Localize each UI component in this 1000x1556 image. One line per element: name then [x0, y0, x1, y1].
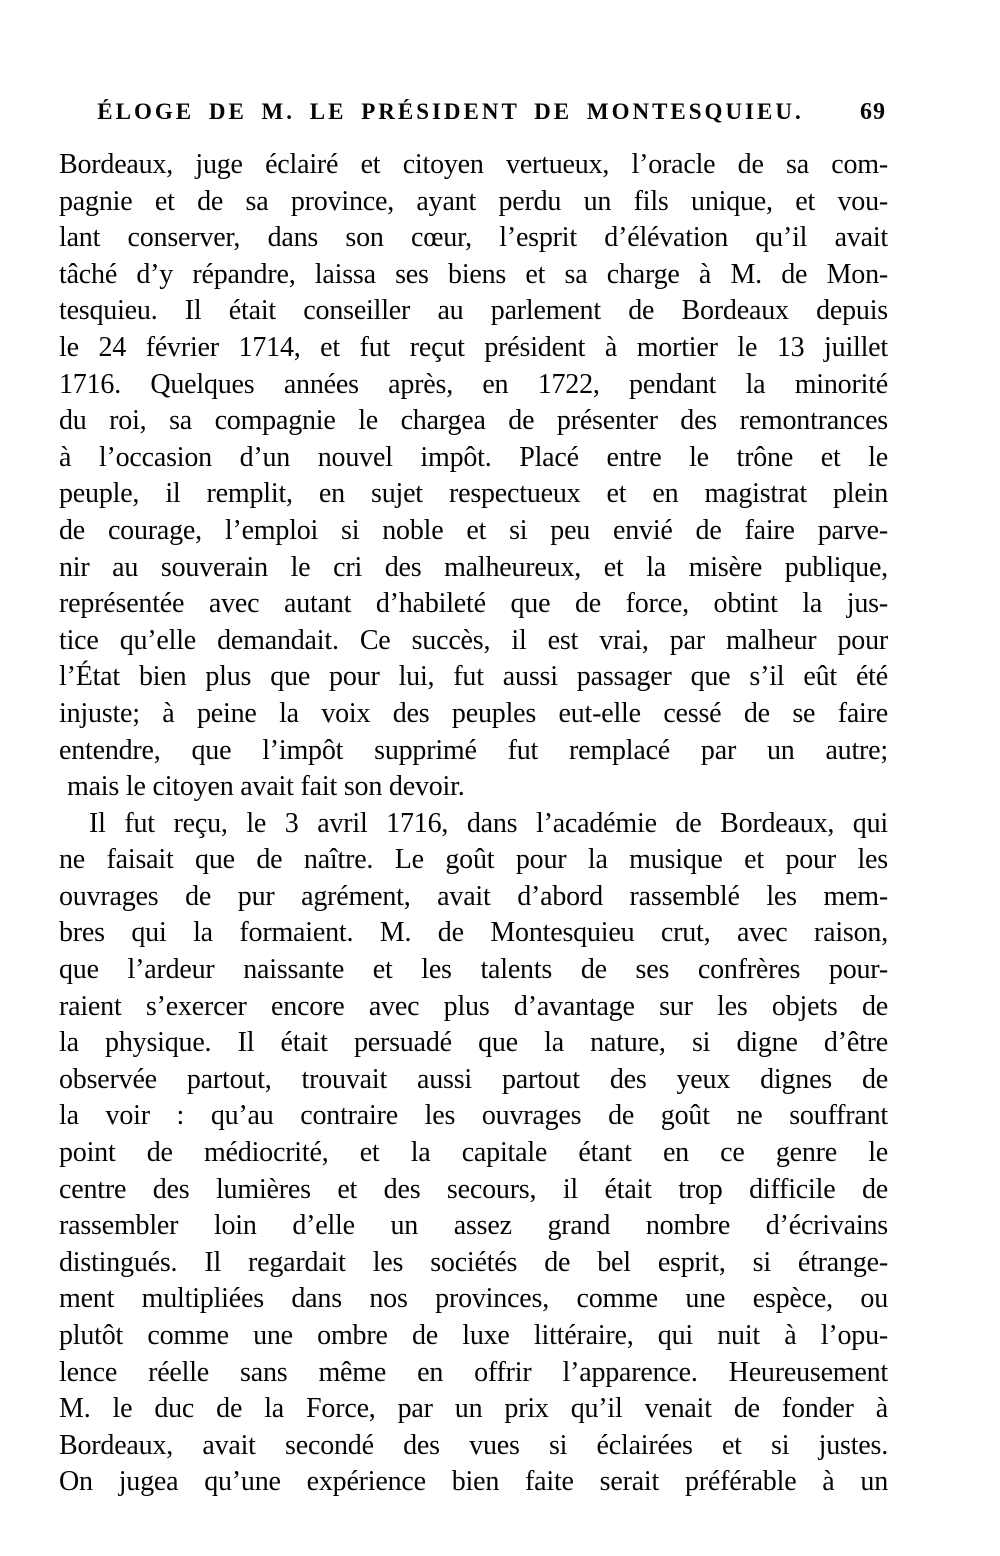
- text-line: observée partout, trouvait aussi partout des yeux dignes de: [59, 1063, 888, 1095]
- text-line: On jugea qu’une expérience bien faite serait préférable à un: [59, 1466, 888, 1498]
- text-line: lant conserver, dans son cœur, l’esprit d’élévation qu’il avait: [59, 222, 888, 254]
- page-number: 69: [860, 99, 886, 125]
- text-line: bres qui la formaient. M. de Montesquieu crut, avec raison,: [59, 917, 888, 949]
- text-line: du roi, sa compagnie le chargea de présenter des remontrances: [59, 405, 888, 437]
- text-line: lence réelle sans même en offrir l’apparence. Heureusement: [59, 1356, 888, 1388]
- text-line: nir au souverain le cri des malheureux, et la misère publique,: [59, 551, 888, 583]
- page-text-block: [59, 147, 888, 1501]
- text-line: ment multipliées dans nos provinces, comme une espèce, ou: [59, 1283, 888, 1315]
- text-line: que l’ardeur naissante et les talents de ses confrères pour-: [59, 954, 888, 986]
- text-line: tâché d’y répandre, laissa ses biens et sa charge à M. de Mon-: [59, 258, 888, 290]
- text-line: centre des lumières et des secours, il était trop difficile de: [59, 1173, 888, 1205]
- text-line: point de médiocrité, et la capitale étant en ce genre le: [59, 1137, 888, 1169]
- text-line: représentée avec autant d’habileté que de force, obtint la jus-: [59, 588, 888, 620]
- text-line: l’État bien plus que pour lui, fut aussi passager que s’il eût été: [59, 661, 888, 693]
- text-line: raient s’exercer encore avec plus d’avantage sur les objets de: [59, 990, 888, 1022]
- text-line: le 24 février 1714, et fut reçut président à mortier le 13 juillet: [59, 331, 888, 363]
- text-line-paragraph-end: mais le citoyen avait fait son devoir.: [67, 771, 465, 803]
- text-line: injuste; à peine la voix des peuples eut-elle cessé de se faire: [59, 697, 888, 729]
- text-line: plutôt comme une ombre de luxe littéraire, qui nuit à l’opu-: [59, 1320, 888, 1351]
- text-line: M. le duc de la Force, par un prix qu’il venait de fonder à: [59, 1393, 888, 1425]
- running-header: [59, 99, 888, 129]
- text-line: ouvrages de pur agrément, avait d’abord rassemblé les mem-: [59, 880, 888, 912]
- text-line: de courage, l’emploi si noble et si peu envié de faire parve-: [59, 514, 888, 546]
- text-line: entendre, que l’impôt supprimé fut remplacé par un autre;: [59, 734, 888, 766]
- running-header-title: ÉLOGE DE M. LE PRÉSIDENT DE MONTESQUIEU.: [97, 99, 804, 124]
- text-line: rassembler loin d’elle un assez grand nombre d’écrivains: [59, 1210, 888, 1242]
- text-line: à l’occasion d’un nouvel impôt. Placé entre le trône et le: [59, 441, 888, 473]
- text-line: tice qu’elle demandait. Ce succès, il est vrai, par malheur pour: [59, 624, 888, 656]
- text-line: ne faisait que de naître. Le goût pour la musique et pour les: [59, 844, 888, 876]
- text-line: tesquieu. Il était conseiller au parlement de Bordeaux depuis: [59, 295, 888, 327]
- text-line: Bordeaux, juge éclairé et citoyen vertueux, l’oracle de sa com-: [59, 149, 888, 180]
- text-line: peuple, il remplit, en sujet respectueux et en magistrat plein: [59, 478, 888, 510]
- text-line-paragraph-start: Il fut reçu, le 3 avril 1716, dans l’académie de Bordeaux, qui: [89, 807, 888, 839]
- text-line: 1716. Quelques années après, en 1722, pendant la minorité: [59, 368, 888, 400]
- text-line: pagnie et de sa province, ayant perdu un fils unique, et vou-: [59, 185, 888, 217]
- text-line: distingués. Il regardait les sociétés de bel esprit, si étrange-: [59, 1246, 888, 1278]
- text-line: Bordeaux, avait secondé des vues si éclairées et si justes.: [59, 1429, 888, 1461]
- text-line: la physique. Il était persuadé que la nature, si digne d’être: [59, 1027, 888, 1059]
- text-line: la voir : qu’au contraire les ouvrages de goût ne souffrant: [59, 1100, 888, 1132]
